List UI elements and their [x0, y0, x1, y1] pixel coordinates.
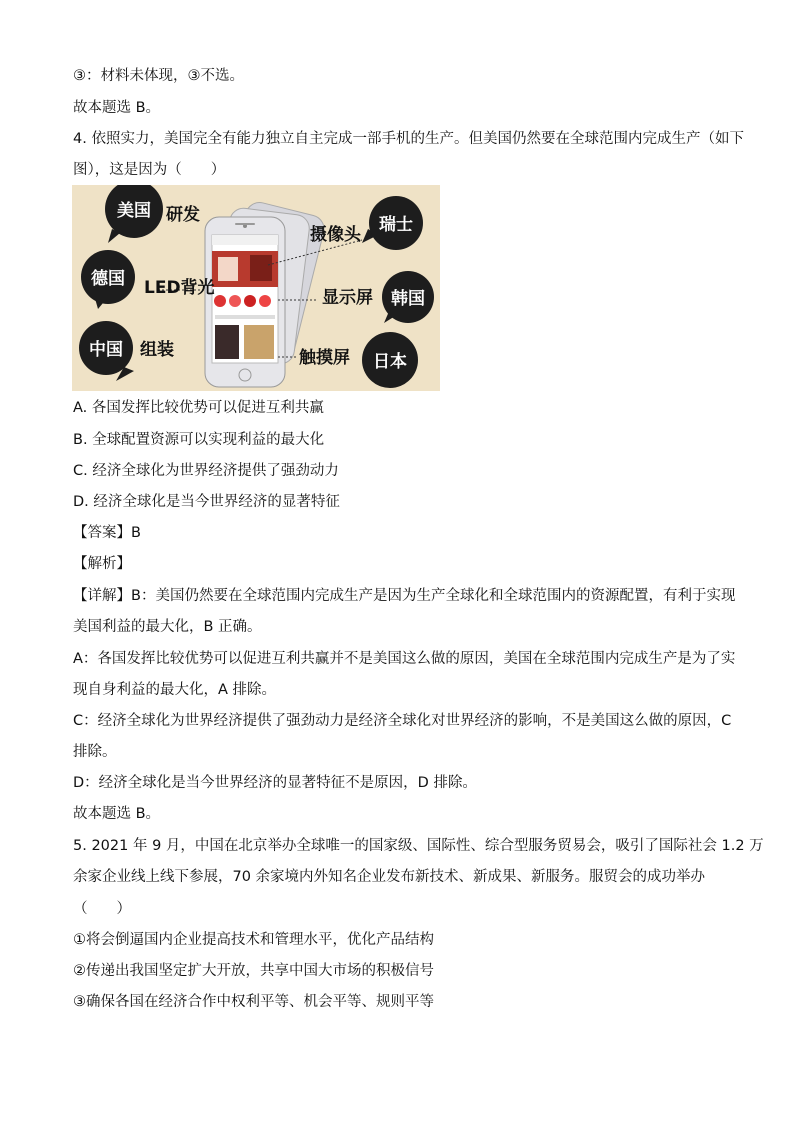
explanation-line-3: A：各国发挥比较优势可以促进互利共赢并不是美国这么做的原因，美国在全球范围内完成生产是为了实 [73, 651, 736, 667]
bubble-japan [362, 332, 418, 388]
country-china: 中国 [89, 340, 123, 360]
explanation-line-1: 【详解】B：美国仍然要在全球范围内完成生产是因为生产全球化和全球范围内的资源配置，有利于实现 [73, 588, 736, 604]
question-4-stem-cont: 图），这是因为（ ） [73, 162, 226, 178]
option-b: B. 全球配置资源可以实现利益的最大化 [73, 432, 325, 448]
bubble-china [79, 321, 134, 381]
option-a: A. 各国发挥比较优势可以促进互利共赢 [73, 400, 324, 416]
explanation-line-6: 排除。 [73, 744, 117, 760]
option-d: D. 经济全球化是当今世界经济的显著特征 [73, 494, 340, 510]
bubble-switzerland [362, 196, 423, 250]
explanation-line-4: 现自身利益的最大化，A 排除。 [73, 682, 277, 698]
part-led: LED背光 [144, 278, 215, 298]
conclusion: 故本题选 B。 [73, 806, 161, 822]
answer: 【答案】B [73, 525, 141, 541]
question-4-stem: 4. 依照实力，美国完全有能力独立自主完成一部手机的生产。但美国仍然要在全球范围内完成生产（如下 [73, 131, 744, 147]
part-assembly: 组装 [140, 340, 174, 360]
figure-svg [72, 185, 440, 391]
explanation-line-5: C：经济全球化为世界经济提供了强劲动力是经济全球化对世界经济的影响，不是美国这么做的原因，C [73, 713, 732, 729]
country-usa: 美国 [117, 201, 151, 221]
country-korea: 韩国 [391, 289, 425, 309]
explanation-line-7: D：经济全球化是当今世界经济的显著特征不是原因，D 排除。 [73, 775, 477, 791]
part-camera: 摄像头 [310, 225, 361, 245]
option-c: C. 经济全球化为世界经济提供了强劲动力 [73, 463, 339, 479]
explanation-line-2: 美国利益的最大化，B 正确。 [73, 619, 262, 635]
question-5-blank: （ ） [73, 901, 131, 917]
statement-3: ③确保各国在经济合作中权利平等、机会平等、规则平等 [73, 994, 434, 1010]
analysis-heading: 【解析】 [73, 556, 131, 572]
bubble-germany [81, 250, 135, 309]
statement-2: ②传递出我国坚定扩大开放，共享中国大市场的积极信号 [73, 963, 434, 979]
part-rd: 研发 [166, 205, 200, 225]
part-display: 显示屏 [322, 288, 373, 308]
line-2: 故本题选 B。 [73, 100, 161, 116]
country-switzerland: 瑞士 [379, 215, 413, 235]
bubble-usa [105, 185, 163, 243]
statement-1: ①将会倒逼国内企业提高技术和管理水平，优化产品结构 [73, 932, 434, 948]
part-touch: 触摸屏 [299, 348, 350, 368]
country-germany: 德国 [91, 269, 125, 289]
line-1: ③：材料未体现，③不选。 [73, 68, 244, 84]
question-5-stem-cont: 余家企业线上线下参展，70 余家境内外知名企业发布新技术、新成果、新服务。服贸会的成功举办 [73, 869, 706, 885]
country-japan: 日本 [373, 352, 407, 372]
bubble-korea [382, 271, 434, 323]
question-5-stem: 5. 2021 年 9 月，中国在北京举办全球唯一的国家级、国际性、综合型服务贸易会，吸引了国际社会 1.2 万 [73, 838, 764, 854]
phone-production-figure [72, 185, 440, 391]
